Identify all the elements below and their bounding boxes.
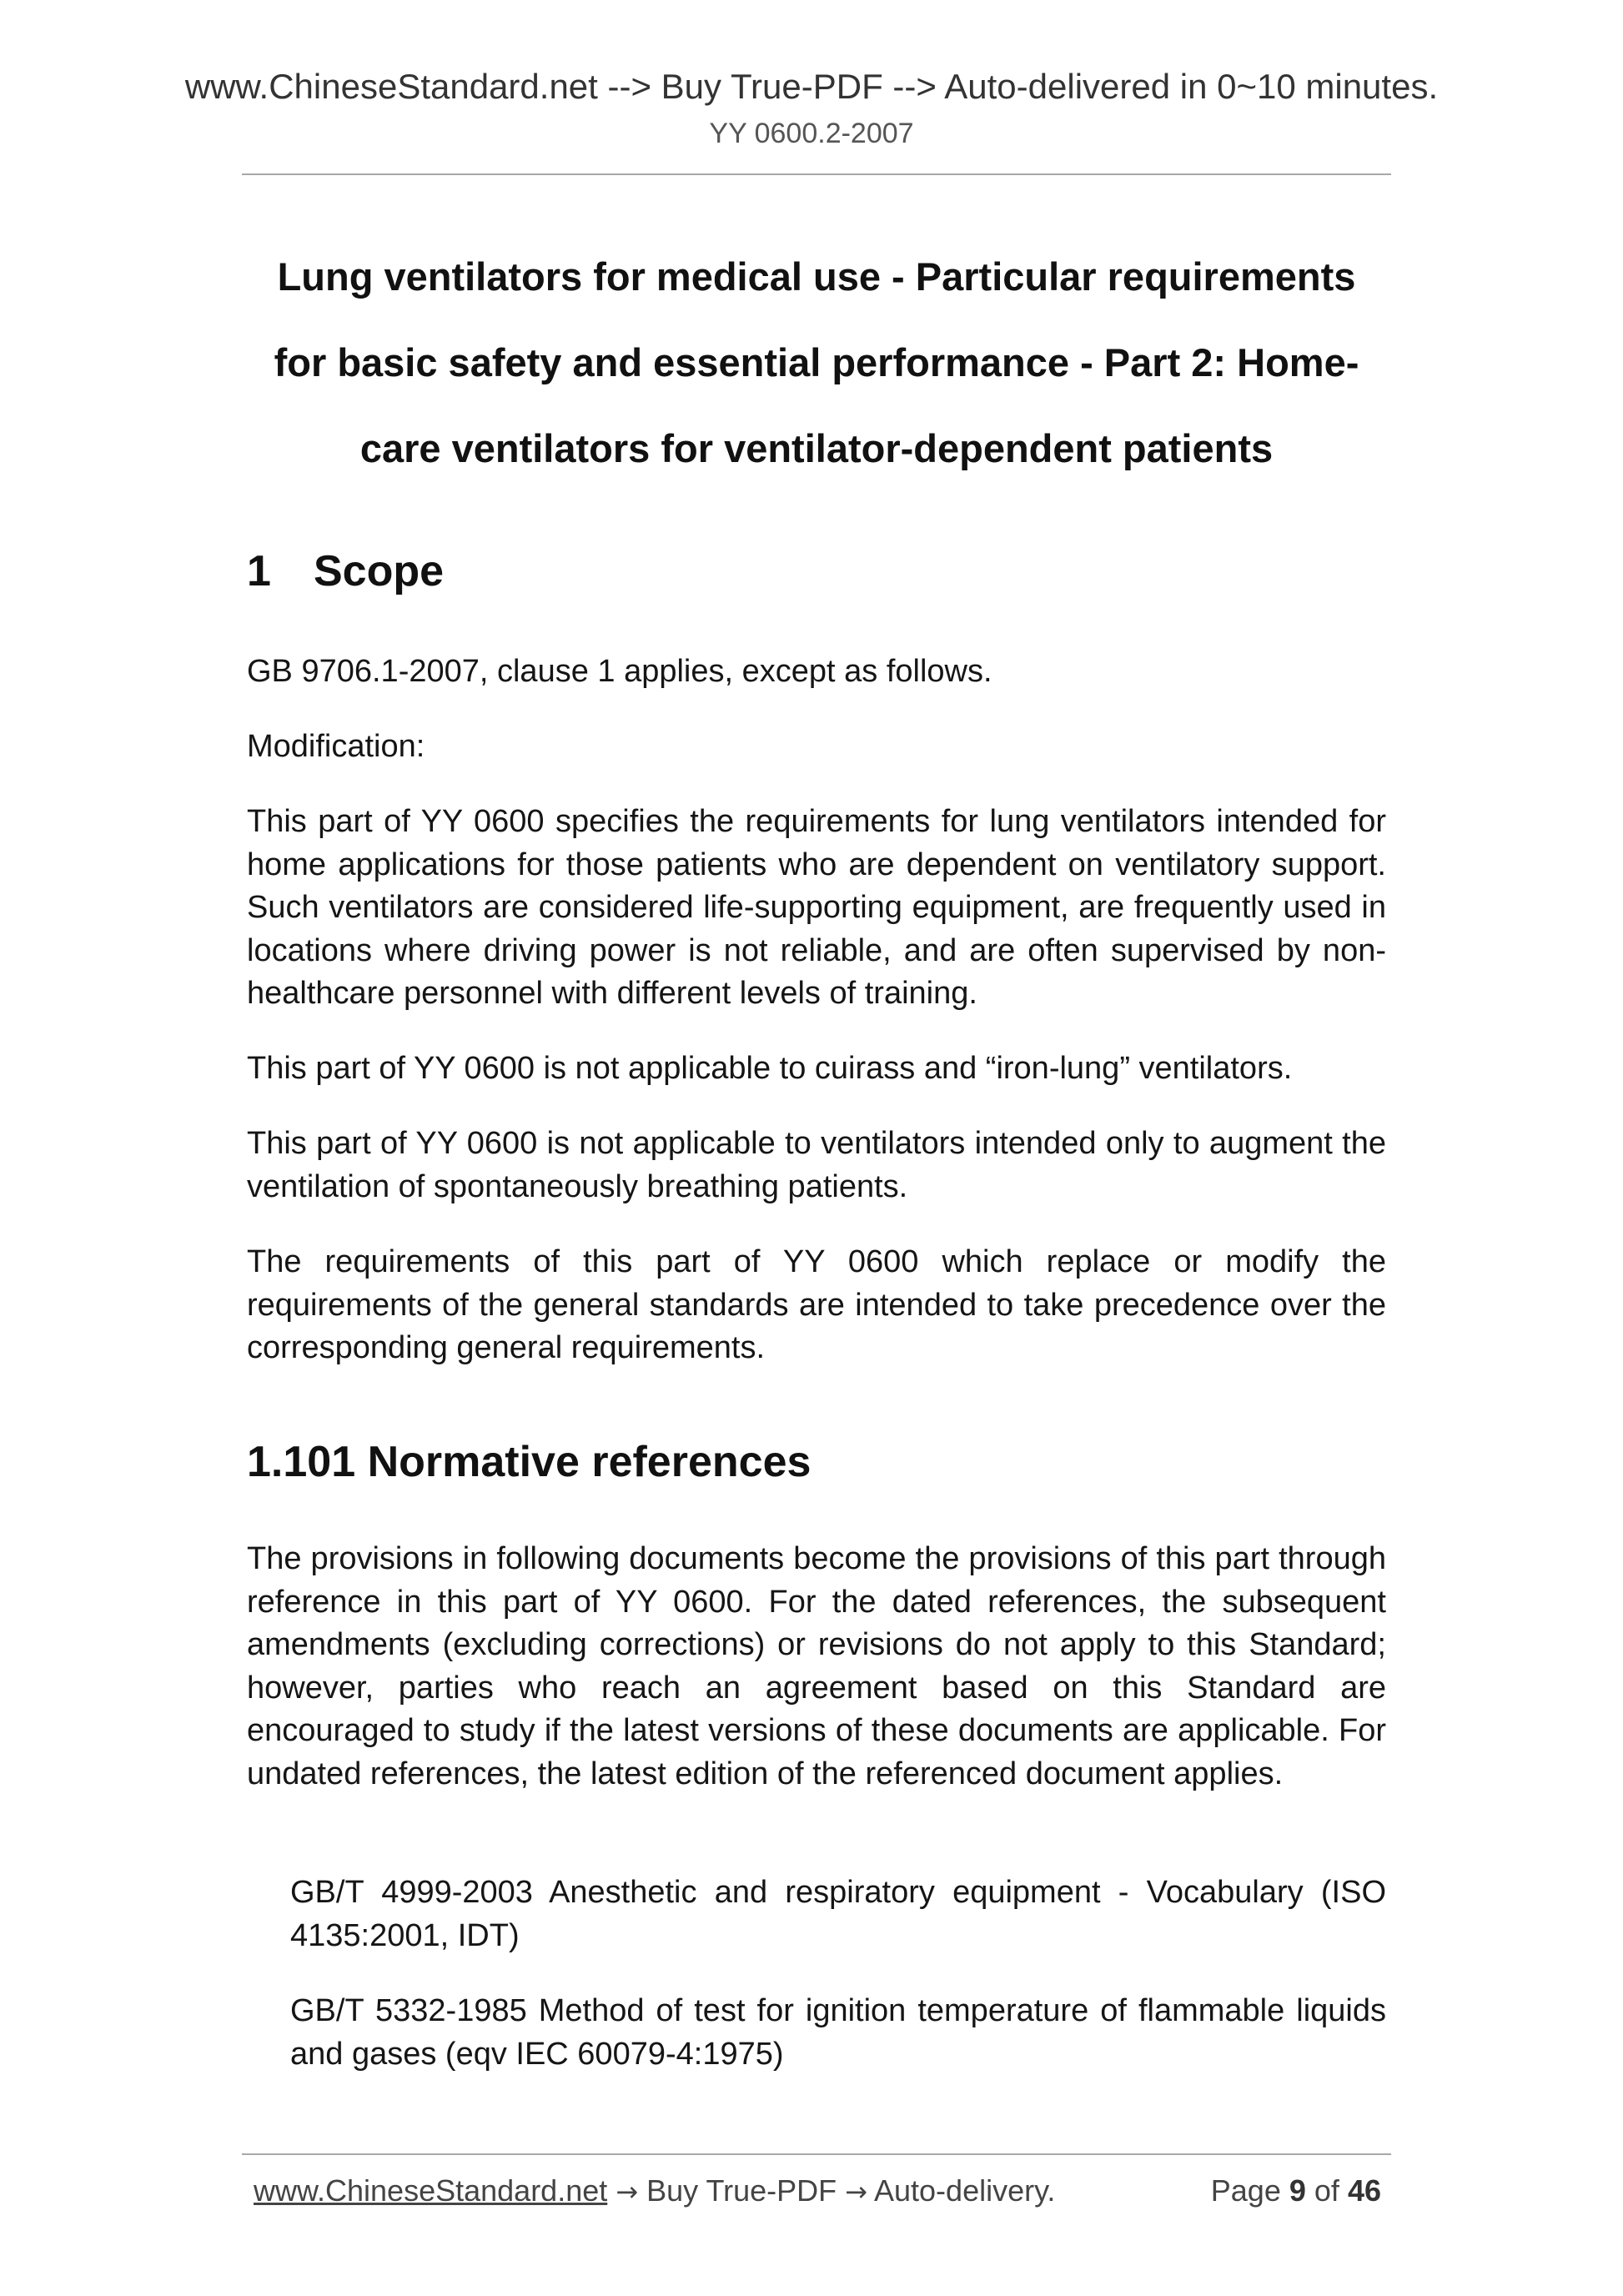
header-divider <box>242 173 1391 175</box>
section-1-number: 1 <box>247 547 271 595</box>
scope-paragraph-3: This part of YY 0600 specifies the requirements for lung ventilators intended for home applications for those patients who are dependent on ventilatory support. Such ventilators are considered life-supporting equipment, are frequently used in locations where driving power is not reliable, and are often supervised by non-healthcare personnel with different levels of training. <box>247 804 1386 1011</box>
title-line-1: Lung ventilators for medical use - Particular requirements <box>277 254 1356 299</box>
footer-divider <box>242 2153 1391 2155</box>
scope-paragraph-2: Modification: <box>247 729 425 764</box>
section-1-title: Scope <box>314 547 445 595</box>
arrow-right-icon: → <box>616 2176 639 2208</box>
scope-paragraph-4: This part of YY 0600 is not applicable to cuirass and “iron-lung” ventilators. <box>247 1051 1293 1086</box>
title-line-3: care ventilators for ventilator-dependent patients <box>359 426 1274 470</box>
footer-delivery-text: Auto-delivery. <box>874 2173 1056 2208</box>
reference-item: GB/T 4999-2003 Anesthetic and respiratory equipment - Vocabulary (ISO 4135:2001, IDT) <box>290 1875 1386 1953</box>
reference-item: GB/T 5332-1985 Method of test for ignition temperature of flammable liquids and gases (eqv IEC 60079-4:1975) <box>290 1993 1386 2072</box>
scope-paragraph-1: GB 9706.1-2007, clause 1 applies, except as follows. <box>247 654 992 689</box>
scope-paragraph-6: The requirements of this part of YY 0600 which replace or modify the requirements of the general standards are intended to take precedence over the corresponding general requirements. <box>247 1244 1386 1365</box>
normative-references-intro: The provisions in following documents become the provisions of this part through reference in this part of YY 0600. For the dated references, the subsequent amendments (excluding corrections) or revisions do not apply to this Standard; however, parties who reach an agreement based on this Standard are encouraged to study if the latest versions of these documents are applicable. For undated references, the latest edition of the referenced document applies. <box>247 1541 1386 1791</box>
document-title <box>247 234 1386 491</box>
scope-paragraph-5: This part of YY 0600 is not applicable to ventilators intended only to augment the ventilation of spontaneously breathing patients. <box>247 1126 1386 1204</box>
page-current: 9 <box>1289 2173 1306 2208</box>
section-1-heading <box>247 542 444 600</box>
arrow-right-icon: → <box>845 2176 867 2208</box>
page-total: 46 <box>1347 2173 1381 2208</box>
header-banner: www.ChineseStandard.net --> Buy True-PDF --> Auto-delivered in 0~10 minutes. <box>184 67 1439 106</box>
section-1-101-heading: 1.101 Normative references <box>247 1438 812 1486</box>
title-line-2: for basic safety and essential performance - Part 2: Home- <box>274 340 1359 384</box>
footer-buy-text: Buy True-PDF <box>646 2173 837 2208</box>
footer-promo <box>254 2170 1055 2213</box>
page-of: of <box>1314 2173 1339 2208</box>
page-number <box>1211 2170 1381 2212</box>
page-word: Page <box>1210 2173 1281 2208</box>
header-standard-code: YY 0600.2-2007 <box>709 118 914 149</box>
footer-site-link[interactable]: www.ChineseStandard.net <box>254 2173 608 2208</box>
